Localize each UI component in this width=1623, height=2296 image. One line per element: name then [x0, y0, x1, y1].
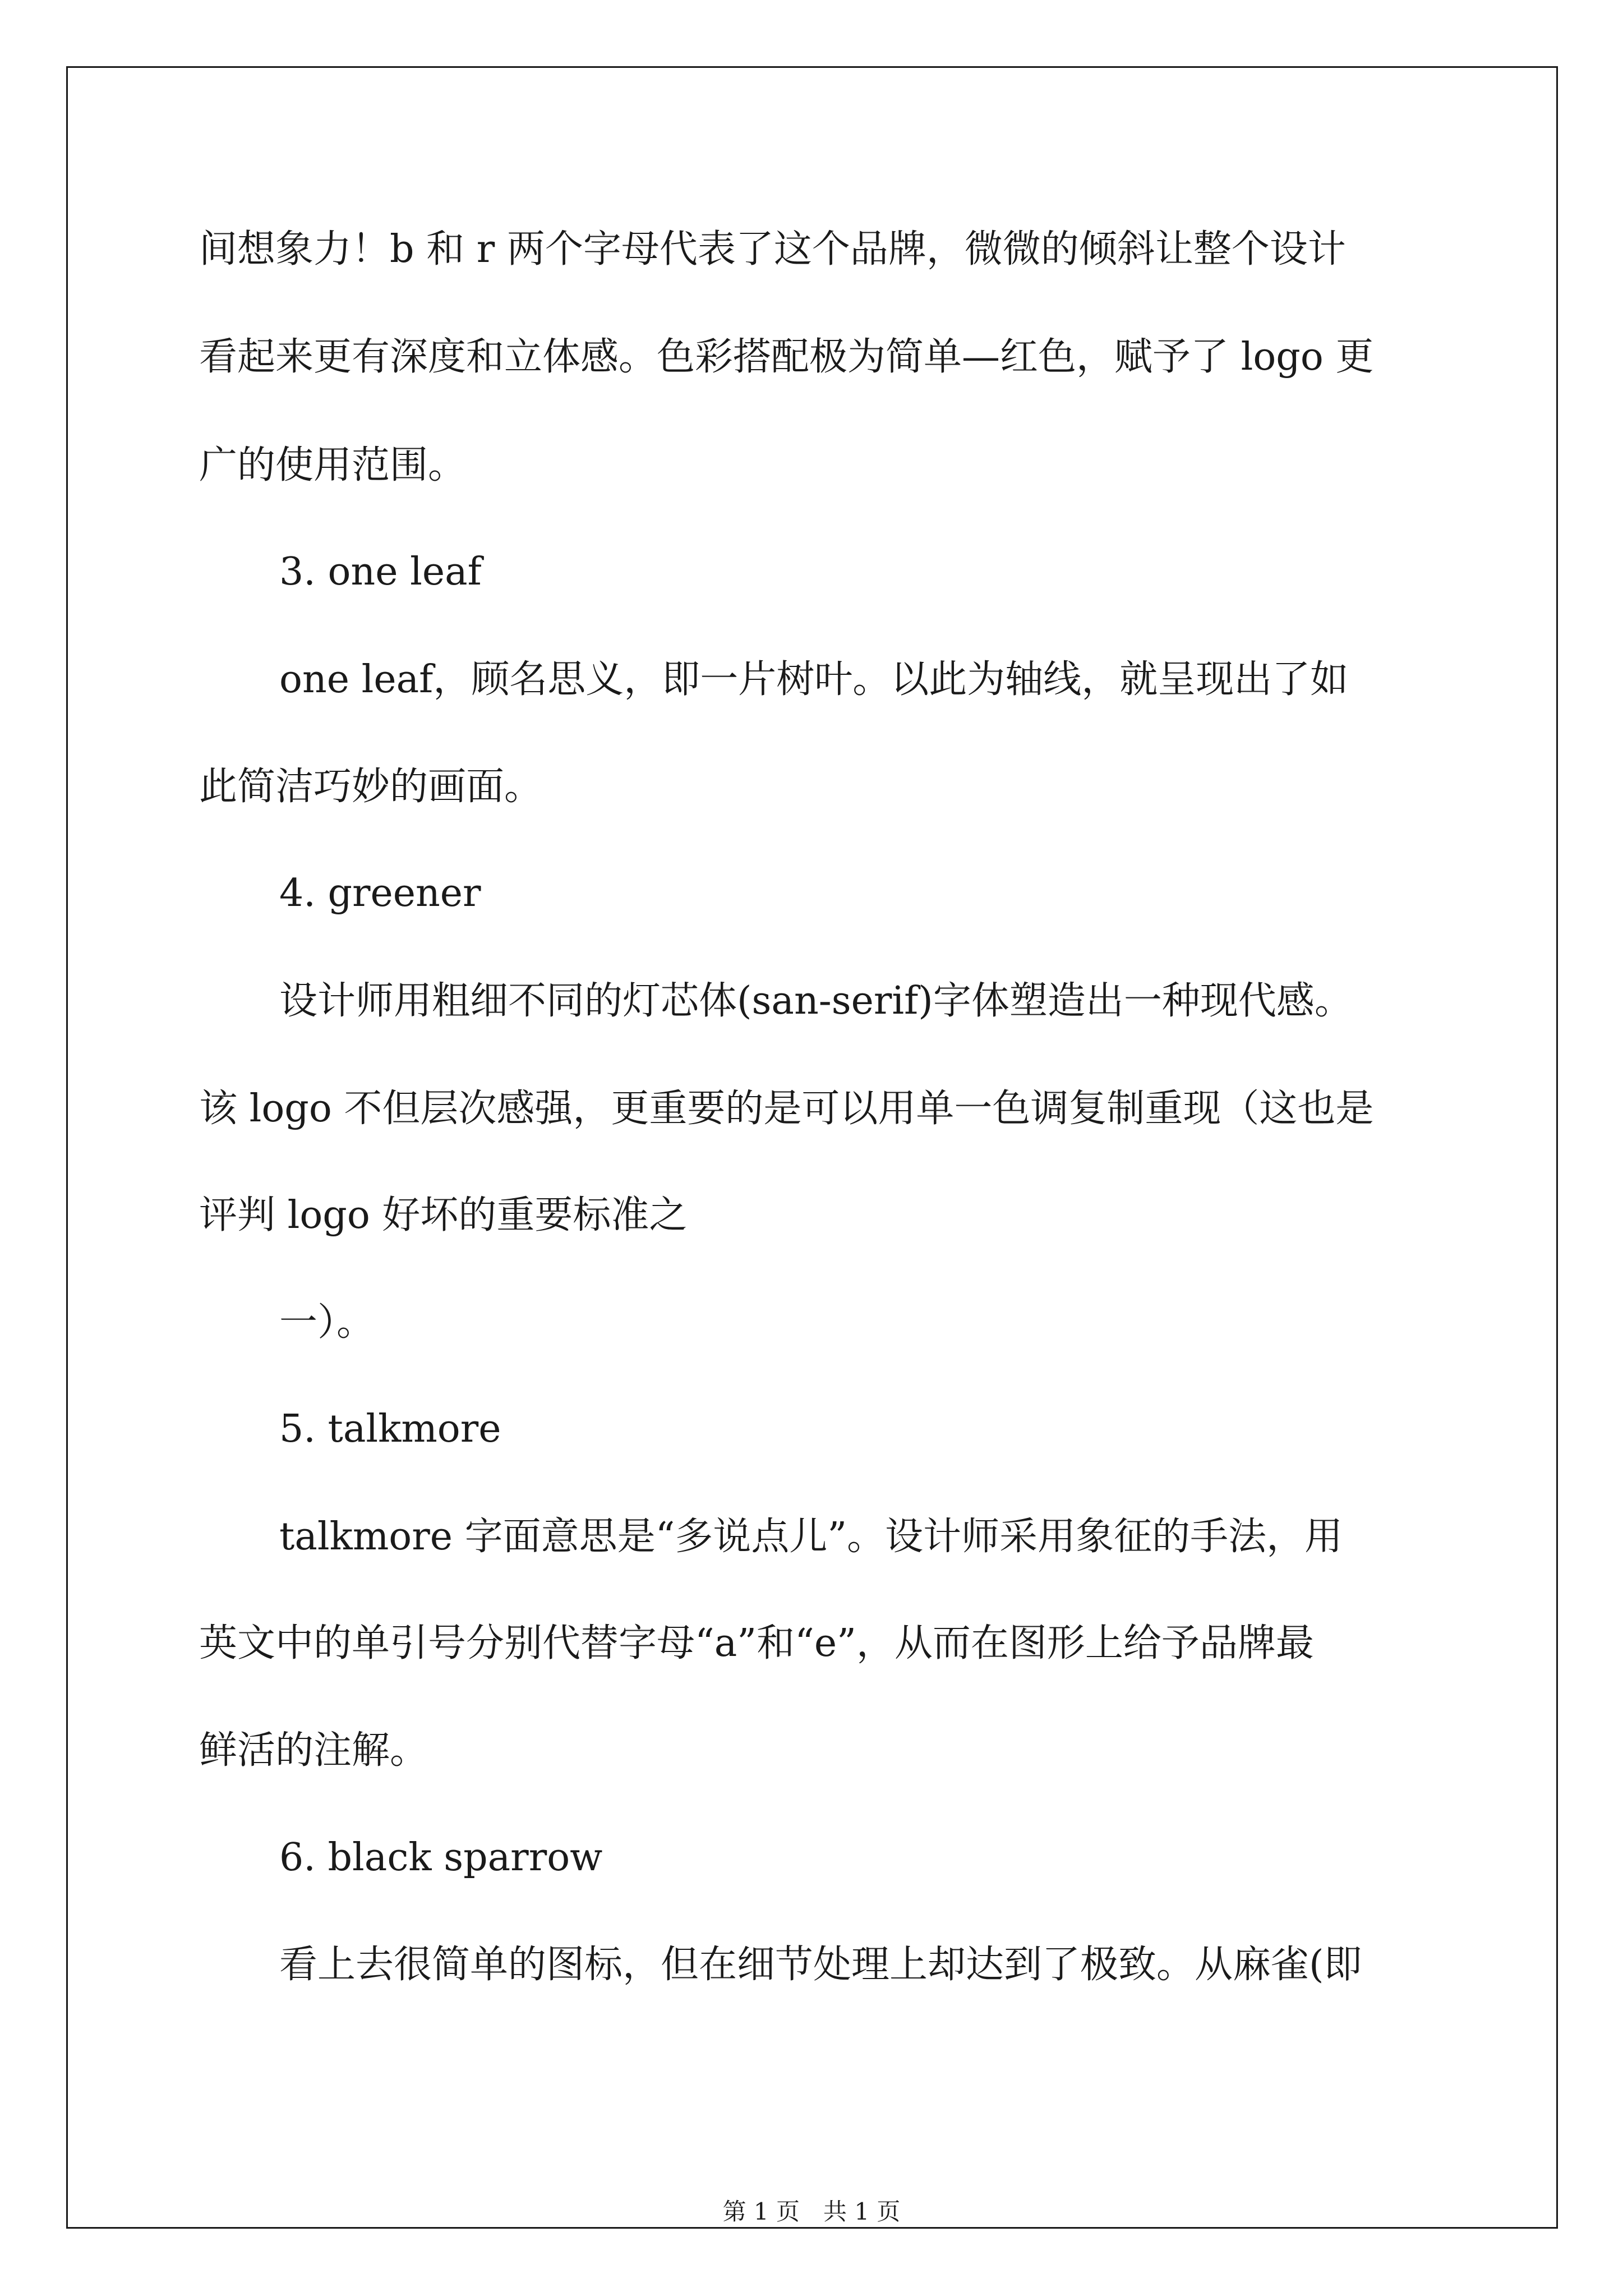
body-text-line: talkmore 字面意思是“多说点儿”。设计师采用象征的手法，用: [279, 1515, 1343, 1559]
section-heading: 3. one leaf: [279, 550, 482, 594]
body-text-line: 间想象力！b 和 r 两个字母代表了这个品牌，微微的倾斜让整个设计: [199, 227, 1346, 272]
section-heading: 5. talkmore: [279, 1407, 501, 1451]
body-text-line: one leaf，顾名思义，即一片树叶。以此为轴线，就呈现出了如: [279, 657, 1349, 702]
body-text-line: 看上去很简单的图标，但在细节处理上却达到了极致。从麻雀(即: [279, 1943, 1362, 1987]
body-text-line: 评判 logo 好坏的重要标准之: [199, 1193, 688, 1237]
body-text-line: 看起来更有深度和立体感。色彩搭配极为简单—红色，赋予了 logo 更: [199, 335, 1374, 379]
body-text-line: 英文中的单引号分别代替字母“a”和“e”，从而在图形上给予品牌最: [199, 1621, 1314, 1665]
body-text-line: 此简洁巧妙的画面。: [199, 765, 543, 809]
page-number-footer: 第 1 页 共 1 页: [722, 2198, 901, 2225]
body-text-line: 该 logo 不但层次感强，更重要的是可以用单一色调复制重现（这也是: [199, 1087, 1374, 1131]
body-text-line: 一）。: [279, 1300, 375, 1345]
body-text-line: 设计师用粗细不同的灯芯体(san-serif)字体塑造出一种现代感。: [279, 979, 1353, 1023]
section-heading: 4. greener: [279, 871, 481, 915]
section-heading: 6. black sparrow: [279, 1835, 603, 1880]
body-text-line: 广的使用范围。: [199, 443, 467, 487]
body-text-line: 鲜活的注解。: [199, 1728, 428, 1773]
page-border: [66, 66, 1558, 2229]
